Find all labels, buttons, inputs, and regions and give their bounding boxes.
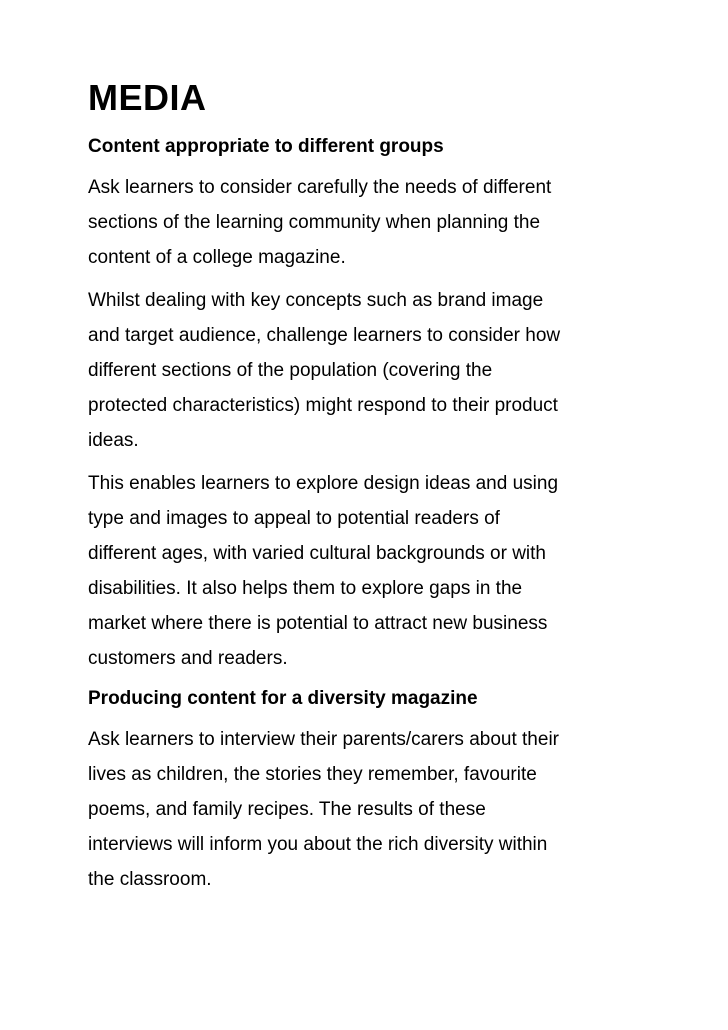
text-line: and target audience, challenge learners to consider how	[88, 325, 561, 346]
text-line: lives as children, the stories they remember, favourite	[88, 764, 537, 785]
text-line: protected characteristics) might respond to their product	[88, 395, 558, 416]
document-page	[88, 70, 668, 905]
paragraph	[88, 170, 668, 275]
text-line: Ask learners to interview their parents/carers about their	[88, 729, 559, 750]
text-line: poems, and family recipes. The results of these	[88, 799, 486, 820]
text-line: type and images to appeal to potential readers of	[88, 508, 500, 529]
text-line: This enables learners to explore design ideas and using	[88, 473, 559, 494]
text-line: content of a college magazine.	[88, 247, 346, 268]
text-line: market where there is potential to attract new business	[88, 613, 548, 634]
text-line: different sections of the population (covering the	[88, 360, 493, 381]
text-line: disabilities. It also helps them to explore gaps in the	[88, 578, 523, 599]
text-line: interviews will inform you about the rich diversity within	[88, 834, 548, 855]
section-heading-content-groups: Content appropriate to different groups	[88, 136, 444, 157]
text-line: different ages, with varied cultural backgrounds or with	[88, 543, 547, 564]
paragraph	[88, 466, 668, 676]
text-line: Whilst dealing with key concepts such as brand image	[88, 290, 544, 311]
text-line: customers and readers.	[88, 648, 288, 669]
paragraph	[88, 722, 668, 897]
document-title: MEDIA	[88, 77, 207, 118]
text-line: the classroom.	[88, 869, 212, 890]
text-line: ideas.	[88, 430, 139, 451]
section-heading-diversity-magazine: Producing content for a diversity magazine	[88, 688, 478, 709]
text-line: sections of the learning community when planning the	[88, 212, 541, 233]
text-line: Ask learners to consider carefully the needs of different	[88, 177, 552, 198]
paragraph	[88, 283, 668, 458]
